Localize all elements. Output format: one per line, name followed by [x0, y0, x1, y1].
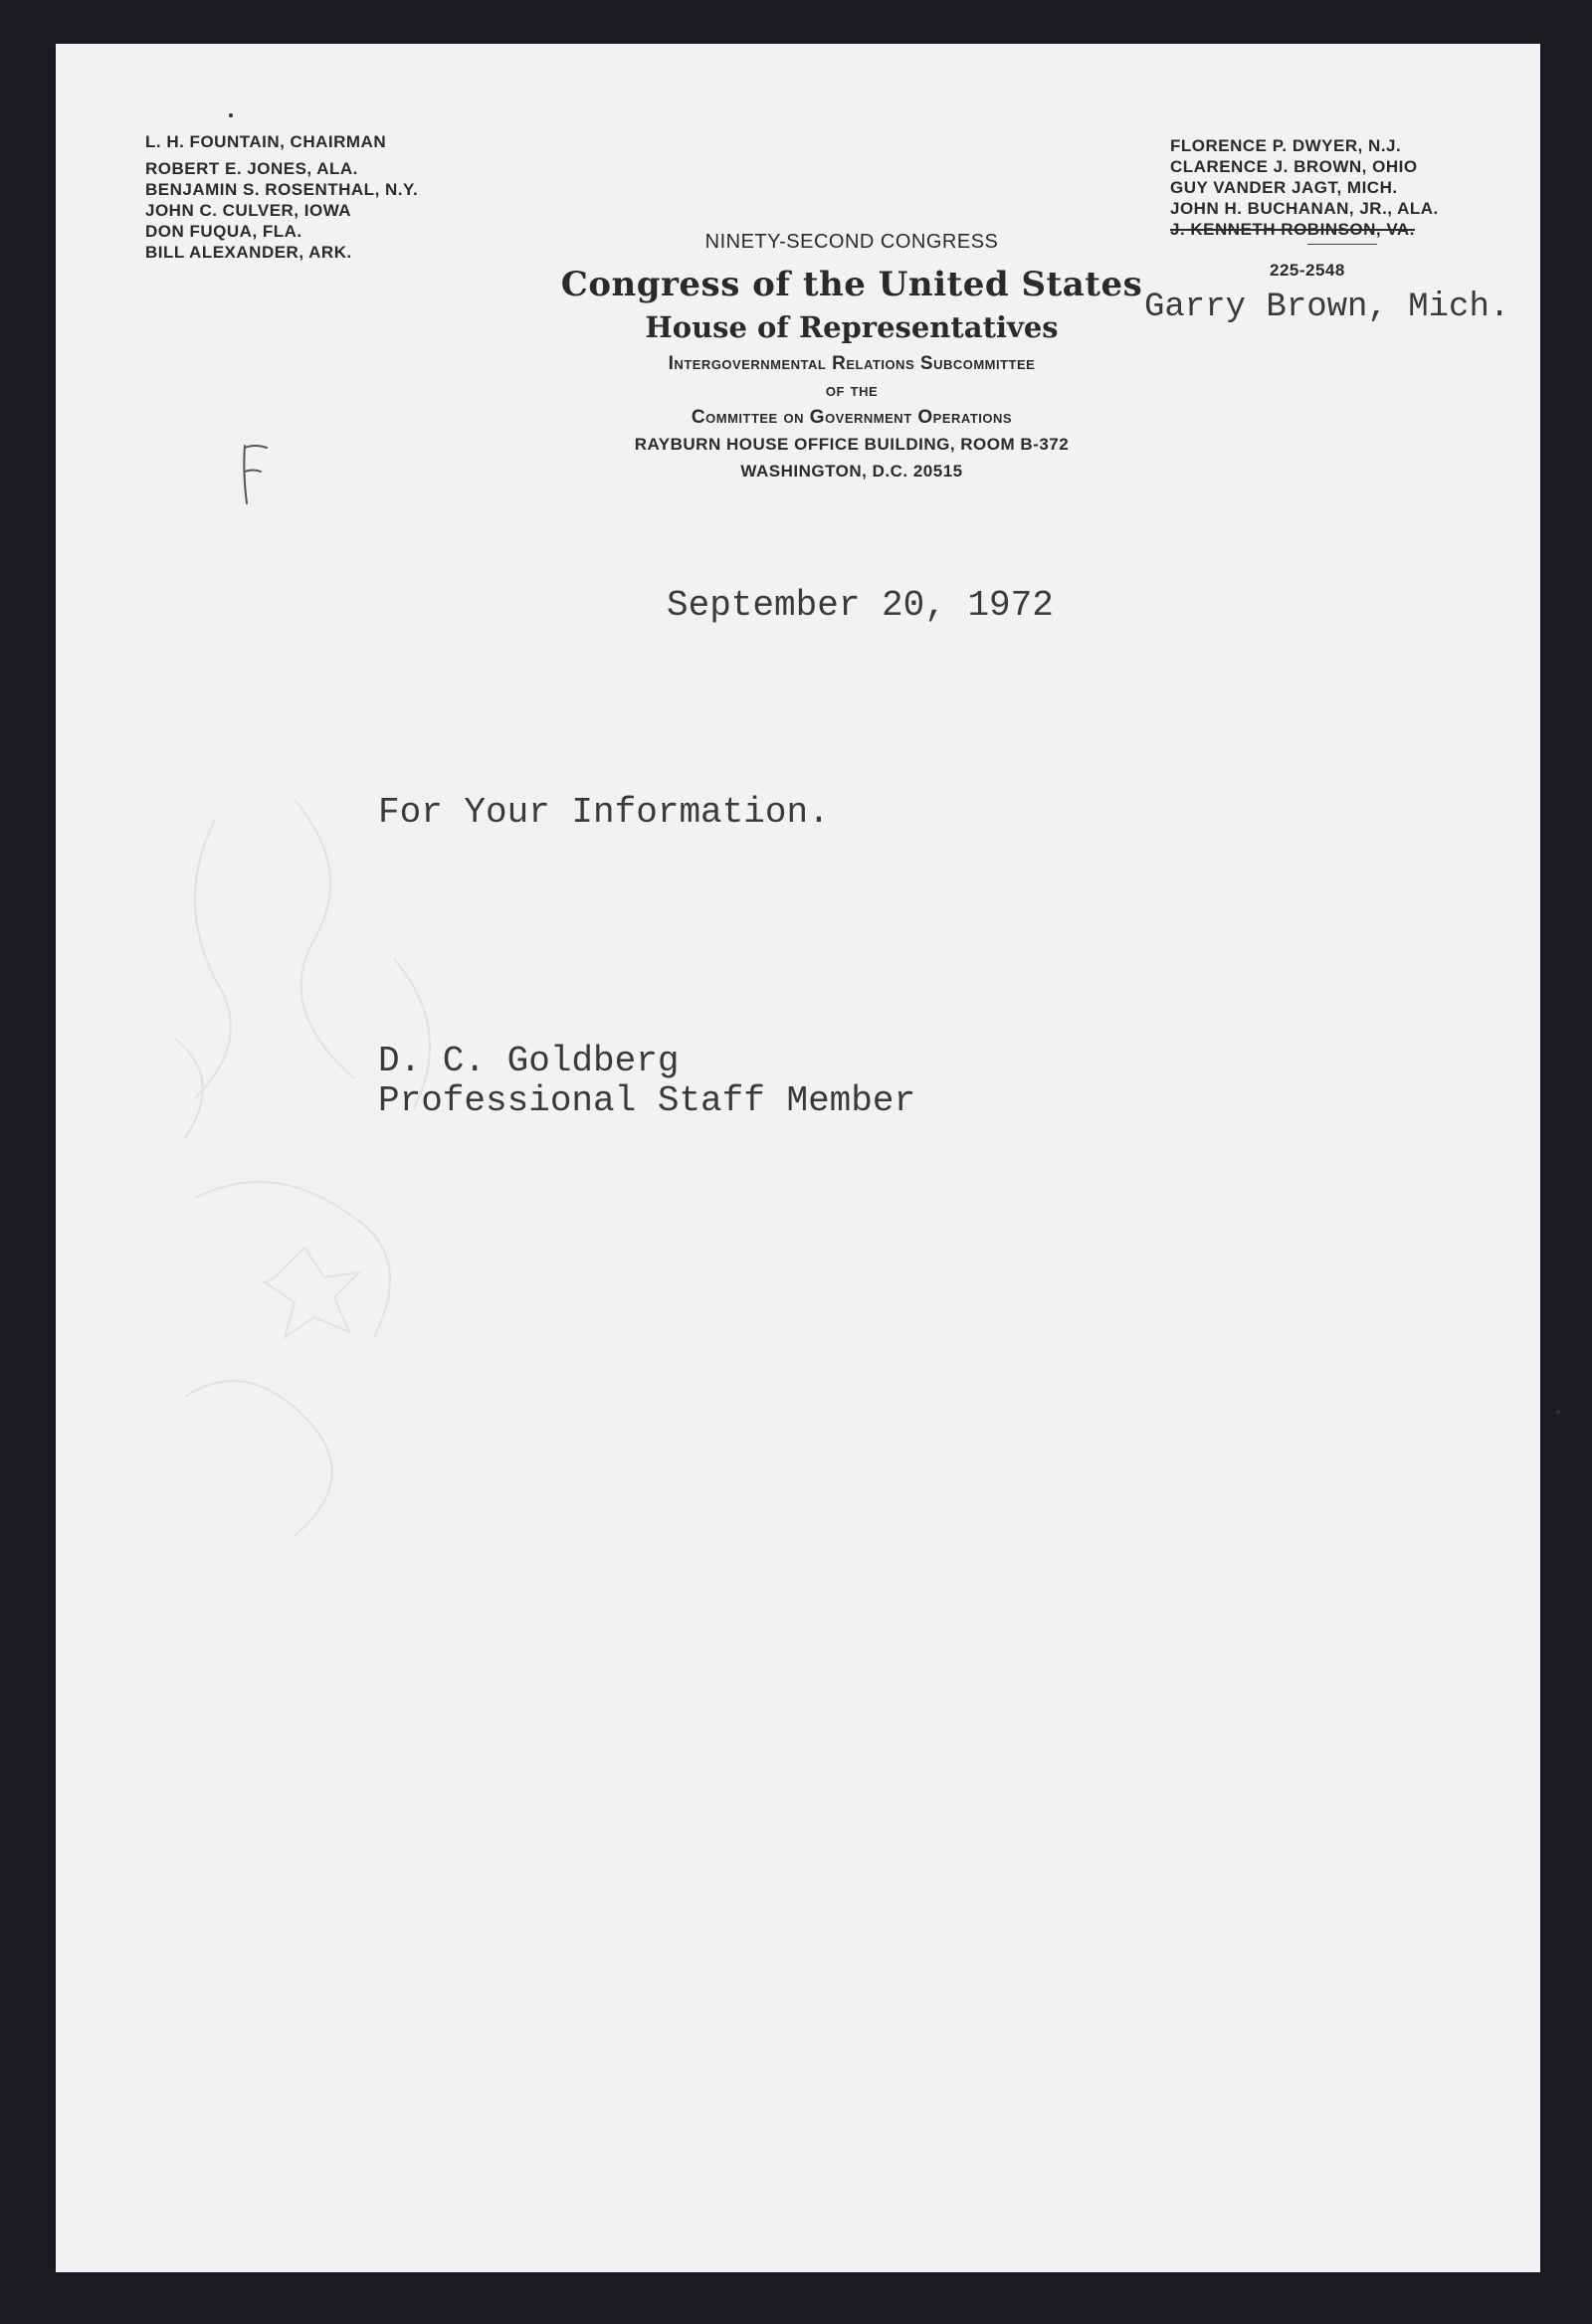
divider-rule	[1307, 244, 1377, 245]
member-right: FLORENCE P. DWYER, N.J.	[1170, 136, 1402, 155]
letterhead-house: House of Representatives	[645, 310, 1059, 344]
handwritten-f-mark	[233, 442, 273, 507]
letterhead-center	[494, 229, 1210, 484]
member-right: GUY VANDER JAGT, MICH.	[1170, 178, 1398, 197]
member-right-struck: J. KENNETH ROBINSON, VA.	[1170, 220, 1415, 239]
ink-speck	[1556, 1410, 1560, 1414]
member-right: JOHN H. BUCHANAN, JR., ALA.	[1170, 199, 1439, 218]
congress-number: NINETY-SECOND CONGRESS	[704, 231, 999, 253]
member-left: DON FUQUA, FLA.	[145, 222, 302, 241]
letterhead-title: Congress of the United States	[560, 265, 1143, 304]
of-the-label: of the	[825, 380, 879, 401]
member-right: CLARENCE J. BROWN, OHIO	[1170, 157, 1418, 176]
members-right-list	[1170, 135, 1439, 245]
ink-speck	[229, 113, 233, 117]
letter-body: For Your Information.	[378, 792, 830, 833]
address-line-1: RAYBURN HOUSE OFFICE BUILDING, ROOM B-372	[634, 435, 1070, 454]
member-left: BENJAMIN S. ROSENTHAL, N.Y.	[145, 180, 419, 199]
address-line-2: WASHINGTON, D.C. 20515	[740, 462, 963, 481]
member-left: JOHN C. CULVER, IOWA	[145, 201, 352, 220]
signature-name: D. C. Goldberg	[378, 1041, 680, 1081]
subcommittee-name: Intergovernmental Relations Subcommittee	[668, 353, 1036, 374]
members-left-list	[145, 131, 418, 263]
phone-number: 225-2548	[1270, 261, 1345, 280]
letter-date: September 20, 1972	[667, 585, 1054, 626]
signature-title: Professional Staff Member	[378, 1080, 916, 1121]
member-left: BILL ALEXANDER, ARK.	[145, 243, 352, 262]
faint-seal-watermark	[155, 780, 494, 1556]
member-left: ROBERT E. JONES, ALA.	[145, 159, 358, 178]
typed-member-addition: Garry Brown, Mich.	[1144, 289, 1510, 326]
committee-name: Committee on Government Operations	[691, 407, 1013, 428]
member-chairman: L. H. FOUNTAIN, CHAIRMAN	[145, 132, 387, 151]
letter-page	[56, 44, 1540, 2272]
